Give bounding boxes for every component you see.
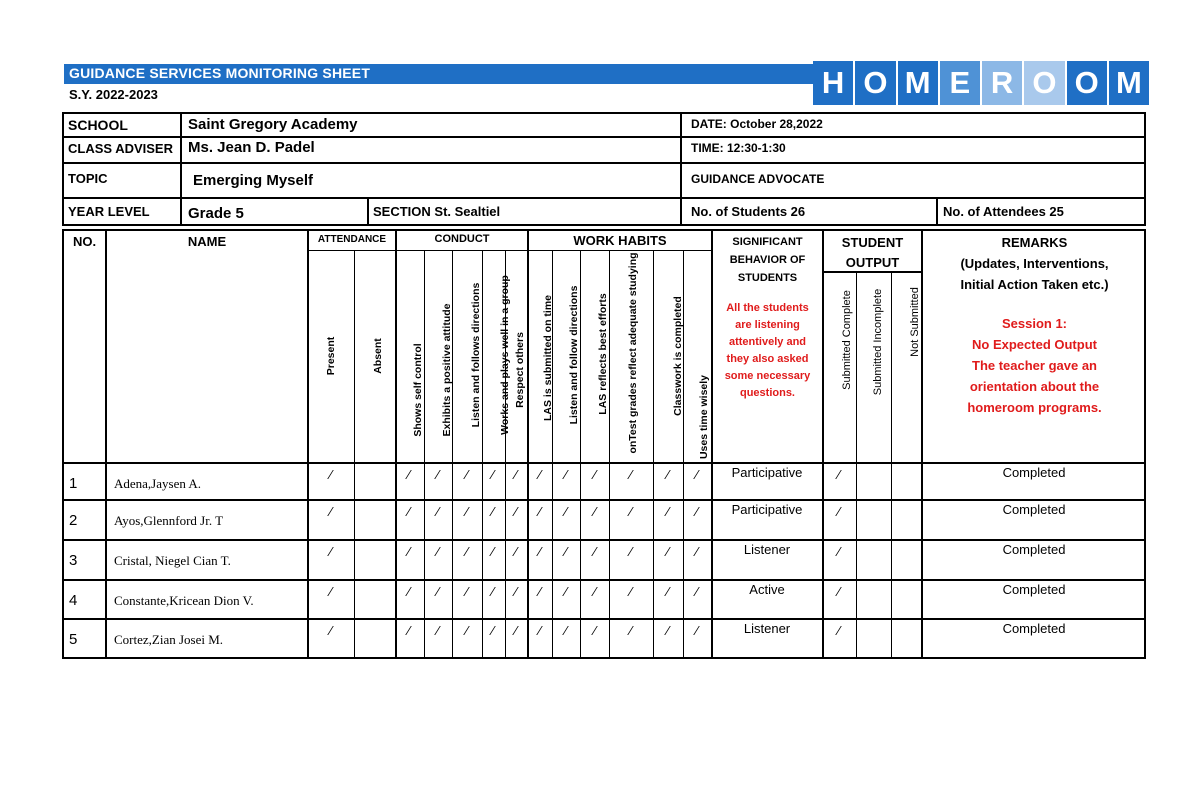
behavior-value: Listener: [743, 621, 791, 636]
check-mark: ⁄: [629, 504, 633, 519]
check-mark: ⁄: [514, 544, 518, 559]
note-line: The teacher gave an: [972, 358, 1097, 373]
header-las-effort: LAS reflects best efforts: [597, 293, 609, 415]
check-mark: ⁄: [666, 504, 670, 519]
header-remarks: [923, 232, 1146, 295]
logo-letter: O: [855, 61, 897, 105]
header-significant-line: BEHAVIOR OF: [729, 254, 806, 266]
behavior-value: Participative: [731, 465, 803, 480]
behavior-value: Participative: [731, 502, 803, 517]
note-line: Session 1:: [1001, 316, 1068, 331]
adviser-label: CLASS ADVISER: [68, 141, 173, 156]
check-mark: ⁄: [593, 544, 597, 559]
school-value: Saint Gregory Academy: [188, 116, 358, 133]
header-works-plays: Works and plays well in a group: [499, 275, 511, 435]
check-mark: ⁄: [837, 544, 841, 559]
check-mark: ⁄: [629, 467, 633, 482]
header-classwork: Classwork is completed: [672, 296, 684, 416]
row-number: 5: [69, 631, 78, 648]
check-mark: ⁄: [538, 467, 542, 482]
check-mark: ⁄: [538, 584, 542, 599]
check-mark: ⁄: [564, 584, 568, 599]
check-mark: ⁄: [538, 623, 542, 638]
students-count: No. of Students 26: [691, 204, 806, 219]
logo-letter: E: [940, 61, 982, 105]
check-mark: ⁄: [329, 504, 333, 519]
check-mark: ⁄: [593, 623, 597, 638]
behavior-value: Listener: [743, 542, 791, 557]
header-name: NAME: [187, 234, 227, 249]
check-mark: ⁄: [436, 504, 440, 519]
topic-value: Emerging Myself: [193, 172, 314, 189]
time-value: TIME: 12:30-1:30: [691, 141, 786, 155]
note-line: orientation about the: [969, 379, 1100, 394]
adviser-value: Ms. Jean D. Padel: [188, 139, 315, 156]
check-mark: ⁄: [514, 504, 518, 519]
remarks-value: Completed: [1002, 465, 1066, 480]
check-mark: ⁄: [629, 623, 633, 638]
section-value: SECTION St. Sealtiel: [373, 204, 501, 219]
remarks-value: Completed: [1002, 542, 1066, 557]
check-mark: ⁄: [329, 584, 333, 599]
check-mark: ⁄: [436, 467, 440, 482]
row-number: 4: [69, 592, 78, 609]
check-mark: ⁄: [695, 544, 699, 559]
check-mark: ⁄: [593, 467, 597, 482]
check-mark: ⁄: [491, 504, 495, 519]
remarks-value: Completed: [1002, 502, 1066, 517]
header-submitted-complete: Submitted Complete: [841, 290, 853, 390]
check-mark: ⁄: [407, 467, 411, 482]
header-listen-directions: Listen and follows directions: [470, 282, 482, 428]
check-mark: ⁄: [666, 584, 670, 599]
check-mark: ⁄: [564, 544, 568, 559]
note-line: are listening: [735, 319, 800, 331]
student-name: Cristal, Niegel Cian T.: [114, 553, 231, 568]
header-positive-attitude: Exhibits a positive attitude: [441, 303, 453, 437]
student-name: Constante,Kricean Dion V.: [114, 593, 254, 608]
header-remarks-line: REMARKS: [1001, 235, 1068, 250]
header-output-line: OUTPUT: [845, 255, 900, 270]
note-line: homeroom programs.: [967, 400, 1102, 415]
header-las-time: LAS is submitted on time: [542, 294, 554, 422]
check-mark: ⁄: [465, 623, 469, 638]
check-mark: ⁄: [436, 623, 440, 638]
note-line: they also asked: [726, 353, 809, 365]
header-attendance: ATTENDANCE: [317, 234, 387, 245]
check-mark: ⁄: [407, 504, 411, 519]
header-no: NO.: [72, 234, 97, 249]
check-mark: ⁄: [538, 544, 542, 559]
check-mark: ⁄: [837, 467, 841, 482]
note-line: questions.: [739, 387, 795, 399]
check-mark: ⁄: [666, 467, 670, 482]
header-significant-line: SIGNIFICANT: [732, 236, 803, 248]
topic-label: TOPIC: [68, 171, 108, 186]
check-mark: ⁄: [629, 544, 633, 559]
remarks-note: [923, 313, 1146, 418]
check-mark: ⁄: [491, 544, 495, 559]
behavior-value: Active: [749, 582, 785, 597]
header-output-line: STUDENT: [841, 235, 904, 250]
check-mark: ⁄: [695, 623, 699, 638]
remarks-value: Completed: [1002, 582, 1066, 597]
check-mark: ⁄: [564, 467, 568, 482]
check-mark: ⁄: [629, 584, 633, 599]
note-line: attentively and: [728, 336, 807, 348]
year-label: YEAR LEVEL: [68, 204, 150, 219]
note-line: No Expected Output: [972, 337, 1097, 352]
header-test-grades: onTest grades reflect adequate studying: [627, 252, 639, 454]
header-work-habits: WORK HABITS: [573, 233, 667, 248]
logo-letter: M: [898, 61, 940, 105]
check-mark: ⁄: [695, 584, 699, 599]
header-submitted-incomplete: Submitted Incomplete: [872, 288, 884, 396]
row-number: 2: [69, 512, 78, 529]
check-mark: ⁄: [407, 584, 411, 599]
school-label: SCHOOL: [68, 117, 128, 133]
header-conduct: CONDUCT: [434, 233, 490, 245]
check-mark: ⁄: [514, 623, 518, 638]
check-mark: ⁄: [329, 467, 333, 482]
check-mark: ⁄: [329, 623, 333, 638]
check-mark: ⁄: [436, 584, 440, 599]
header-significant: [713, 233, 822, 287]
check-mark: ⁄: [593, 584, 597, 599]
check-mark: ⁄: [465, 584, 469, 599]
student-name: Ayos,Glennford Jr. T: [114, 513, 224, 528]
check-mark: ⁄: [491, 584, 495, 599]
header-not-submitted: Not Submitted: [909, 287, 921, 357]
check-mark: ⁄: [514, 584, 518, 599]
logo-letter: M: [1115, 65, 1142, 100]
check-mark: ⁄: [837, 504, 841, 519]
note-line: All the students: [726, 302, 809, 314]
logo-letter: R: [982, 61, 1024, 105]
header-student-output: [824, 233, 921, 273]
remarks-value: Completed: [1002, 621, 1066, 636]
header-present: Present: [325, 336, 337, 376]
significant-behavior-note: [713, 300, 822, 402]
check-mark: ⁄: [407, 544, 411, 559]
sheet-title: GUIDANCE SERVICES MONITORING SHEET: [69, 65, 371, 81]
check-mark: ⁄: [695, 504, 699, 519]
date-value: DATE: October 28,2022: [691, 117, 823, 131]
header-remarks-line: (Updates, Interventions,: [960, 256, 1109, 271]
header-remarks-line: Initial Action Taken etc.): [960, 277, 1109, 292]
note-line: some necessary: [724, 370, 811, 382]
check-mark: ⁄: [564, 623, 568, 638]
student-name: Cortez,Zian Josei M.: [114, 632, 224, 647]
header-absent: Absent: [372, 338, 384, 374]
check-mark: ⁄: [329, 544, 333, 559]
header-self-control: Shows self control: [412, 343, 424, 437]
header-respect-others: Respect others: [514, 332, 526, 408]
homeroom-logo: [813, 61, 1149, 105]
check-mark: ⁄: [593, 504, 597, 519]
check-mark: ⁄: [491, 467, 495, 482]
check-mark: ⁄: [837, 623, 841, 638]
check-mark: ⁄: [538, 504, 542, 519]
row-number: 3: [69, 552, 78, 569]
header-time-wisely: Uses time wisely: [698, 374, 710, 460]
header-listen-follow: Listen and follow directions: [568, 285, 580, 425]
check-mark: ⁄: [465, 544, 469, 559]
logo-letter: O: [1067, 61, 1109, 105]
check-mark: ⁄: [491, 623, 495, 638]
attendees-count: No. of Attendees 25: [943, 204, 1064, 219]
check-mark: ⁄: [564, 504, 568, 519]
logo-letter: H: [813, 61, 855, 105]
header-significant-line: STUDENTS: [737, 272, 798, 284]
guidance-advocate-label: GUIDANCE ADVOCATE: [691, 172, 825, 186]
check-mark: ⁄: [666, 544, 670, 559]
check-mark: ⁄: [407, 623, 411, 638]
check-mark: ⁄: [465, 467, 469, 482]
student-name: Adena,Jaysen A.: [114, 476, 202, 491]
row-number: 1: [69, 475, 78, 492]
school-year: S.Y. 2022-2023: [69, 87, 158, 102]
check-mark: ⁄: [695, 467, 699, 482]
check-mark: ⁄: [666, 623, 670, 638]
check-mark: ⁄: [436, 544, 440, 559]
check-mark: ⁄: [465, 504, 469, 519]
logo-letter: O: [1024, 61, 1066, 105]
check-mark: ⁄: [837, 584, 841, 599]
year-value: Grade 5: [188, 205, 244, 222]
check-mark: ⁄: [514, 467, 518, 482]
